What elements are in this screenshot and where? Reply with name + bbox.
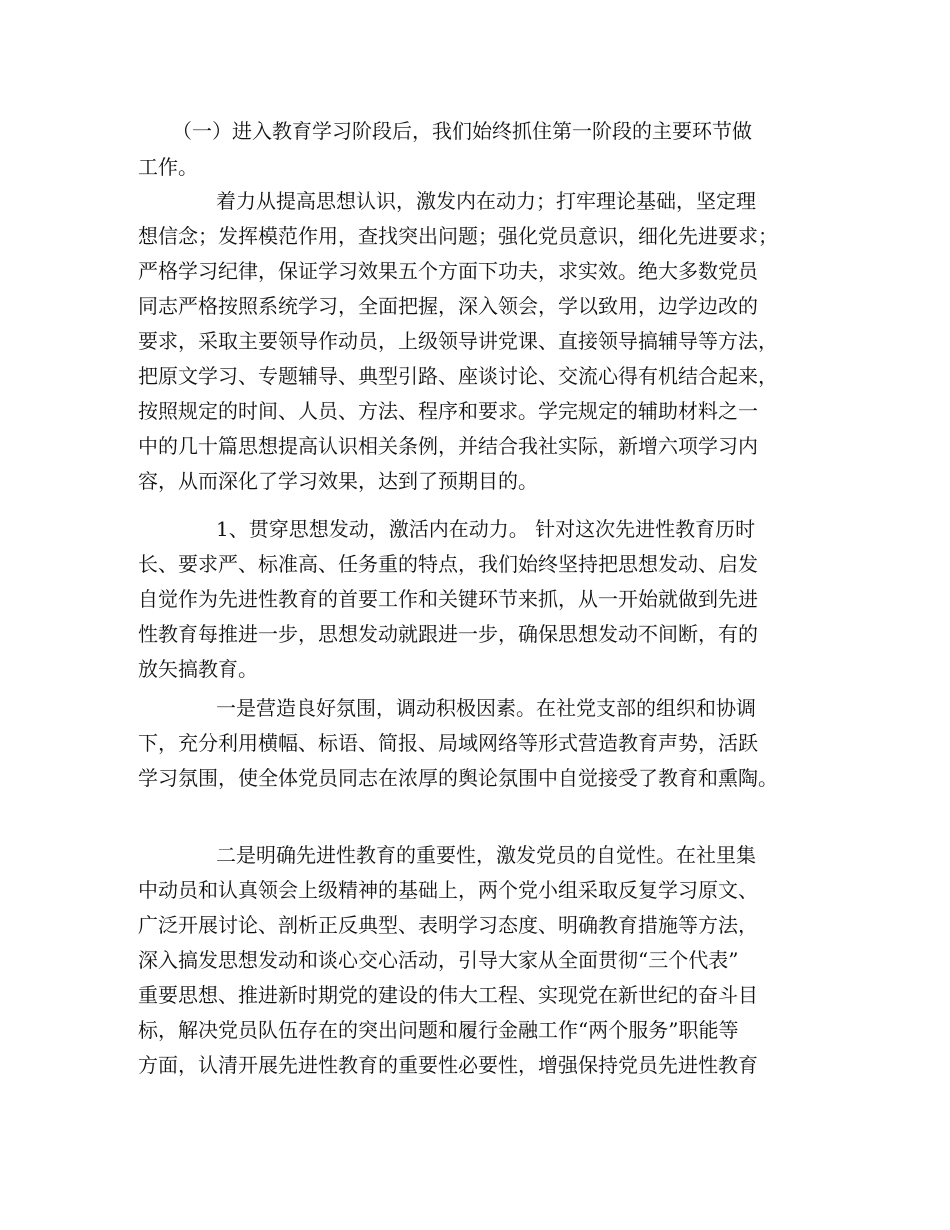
text-line: 长、要求严、标准高、任务重的特点，我们始终坚持把思想发动、启发 <box>138 552 758 576</box>
text-line: 按照规定的时间、人员、方法、程序和要求。学完规定的辅助材料之一 <box>138 399 758 423</box>
text-line: 深入搞发思想发动和谈心交心活动，引导大家从全面贯彻“三个代表” <box>138 948 739 972</box>
text-line: 放矢搞教育。 <box>138 657 258 681</box>
text-line: 想信念；发挥模范作用，查找突出问题；强化党员意识，细化先进要求； <box>138 224 778 248</box>
text-line: 中动员和认真领会上级精神的基础上，两个党小组采取反复学习原文、 <box>138 878 758 902</box>
text-line: 二是明确先进性教育的重要性，激发党员的自觉性。在社里集 <box>216 843 756 867</box>
text-line: 把原文学习、专题辅导、典型引路、座谈讨论、交流心得有机结合起来， <box>138 364 778 388</box>
text-line: 性教育每推进一步，思想发动就跟进一步，确保思想发动不间断，有的 <box>138 622 758 646</box>
text-line: 广泛开展讨论、剖析正反典型、表明学习态度、明确教育措施等方法， <box>138 913 758 937</box>
text-line: 学习氛围，使全体党员同志在浓厚的舆论氛围中自觉接受了教育和熏陶。 <box>138 766 778 790</box>
text-line: （一）进入教育学习阶段后，我们始终抓住第一阶段的主要环节做 <box>172 119 752 143</box>
text-line: 中的几十篇思想提高认识相关条例，并结合我社实际，新增六项学习内 <box>138 434 758 458</box>
text-line: 工作。 <box>138 155 198 179</box>
text-line: 一是营造良好氛围，调动积极因素。在社党支部的组织和协调 <box>216 696 756 720</box>
text-line: 着力从提高思想认识，激发内在动力；打牢理论基础，坚定理 <box>216 189 756 213</box>
text-line: 同志严格按照系统学习，全面把握，深入领会，学以致用，边学边改的 <box>138 294 758 318</box>
text-line: 重要思想、推进新时期党的建设的伟大工程、实现党在新世纪的奋斗目 <box>138 983 758 1007</box>
text-line: 严格学习纪律，保证学习效果五个方面下功夫，求实效。绝大多数党员 <box>138 259 758 283</box>
text-line: 方面，认清开展先进性教育的重要性必要性，增强保持党员先进性教育 <box>138 1053 758 1077</box>
text-line: 要求，采取主要领导作动员，上级领导讲党课、直接领导搞辅导等方法， <box>138 329 778 353</box>
text-line: 标，解决党员队伍存在的突出问题和履行金融工作“两个服务”职能等 <box>138 1018 739 1042</box>
text-line: 容，从而深化了学习效果，达到了预期目的。 <box>138 469 538 493</box>
text-line: 下，充分利用横幅、标语、简报、局域网络等形式营造教育声势，活跃 <box>138 731 758 755</box>
text-line: 1、贯穿思想发动，激活内在动力。 针对这次先进性教育历时 <box>216 517 756 541</box>
text-line: 自觉作为先进性教育的首要工作和关键环节来抓，从一开始就做到先进 <box>138 587 758 611</box>
